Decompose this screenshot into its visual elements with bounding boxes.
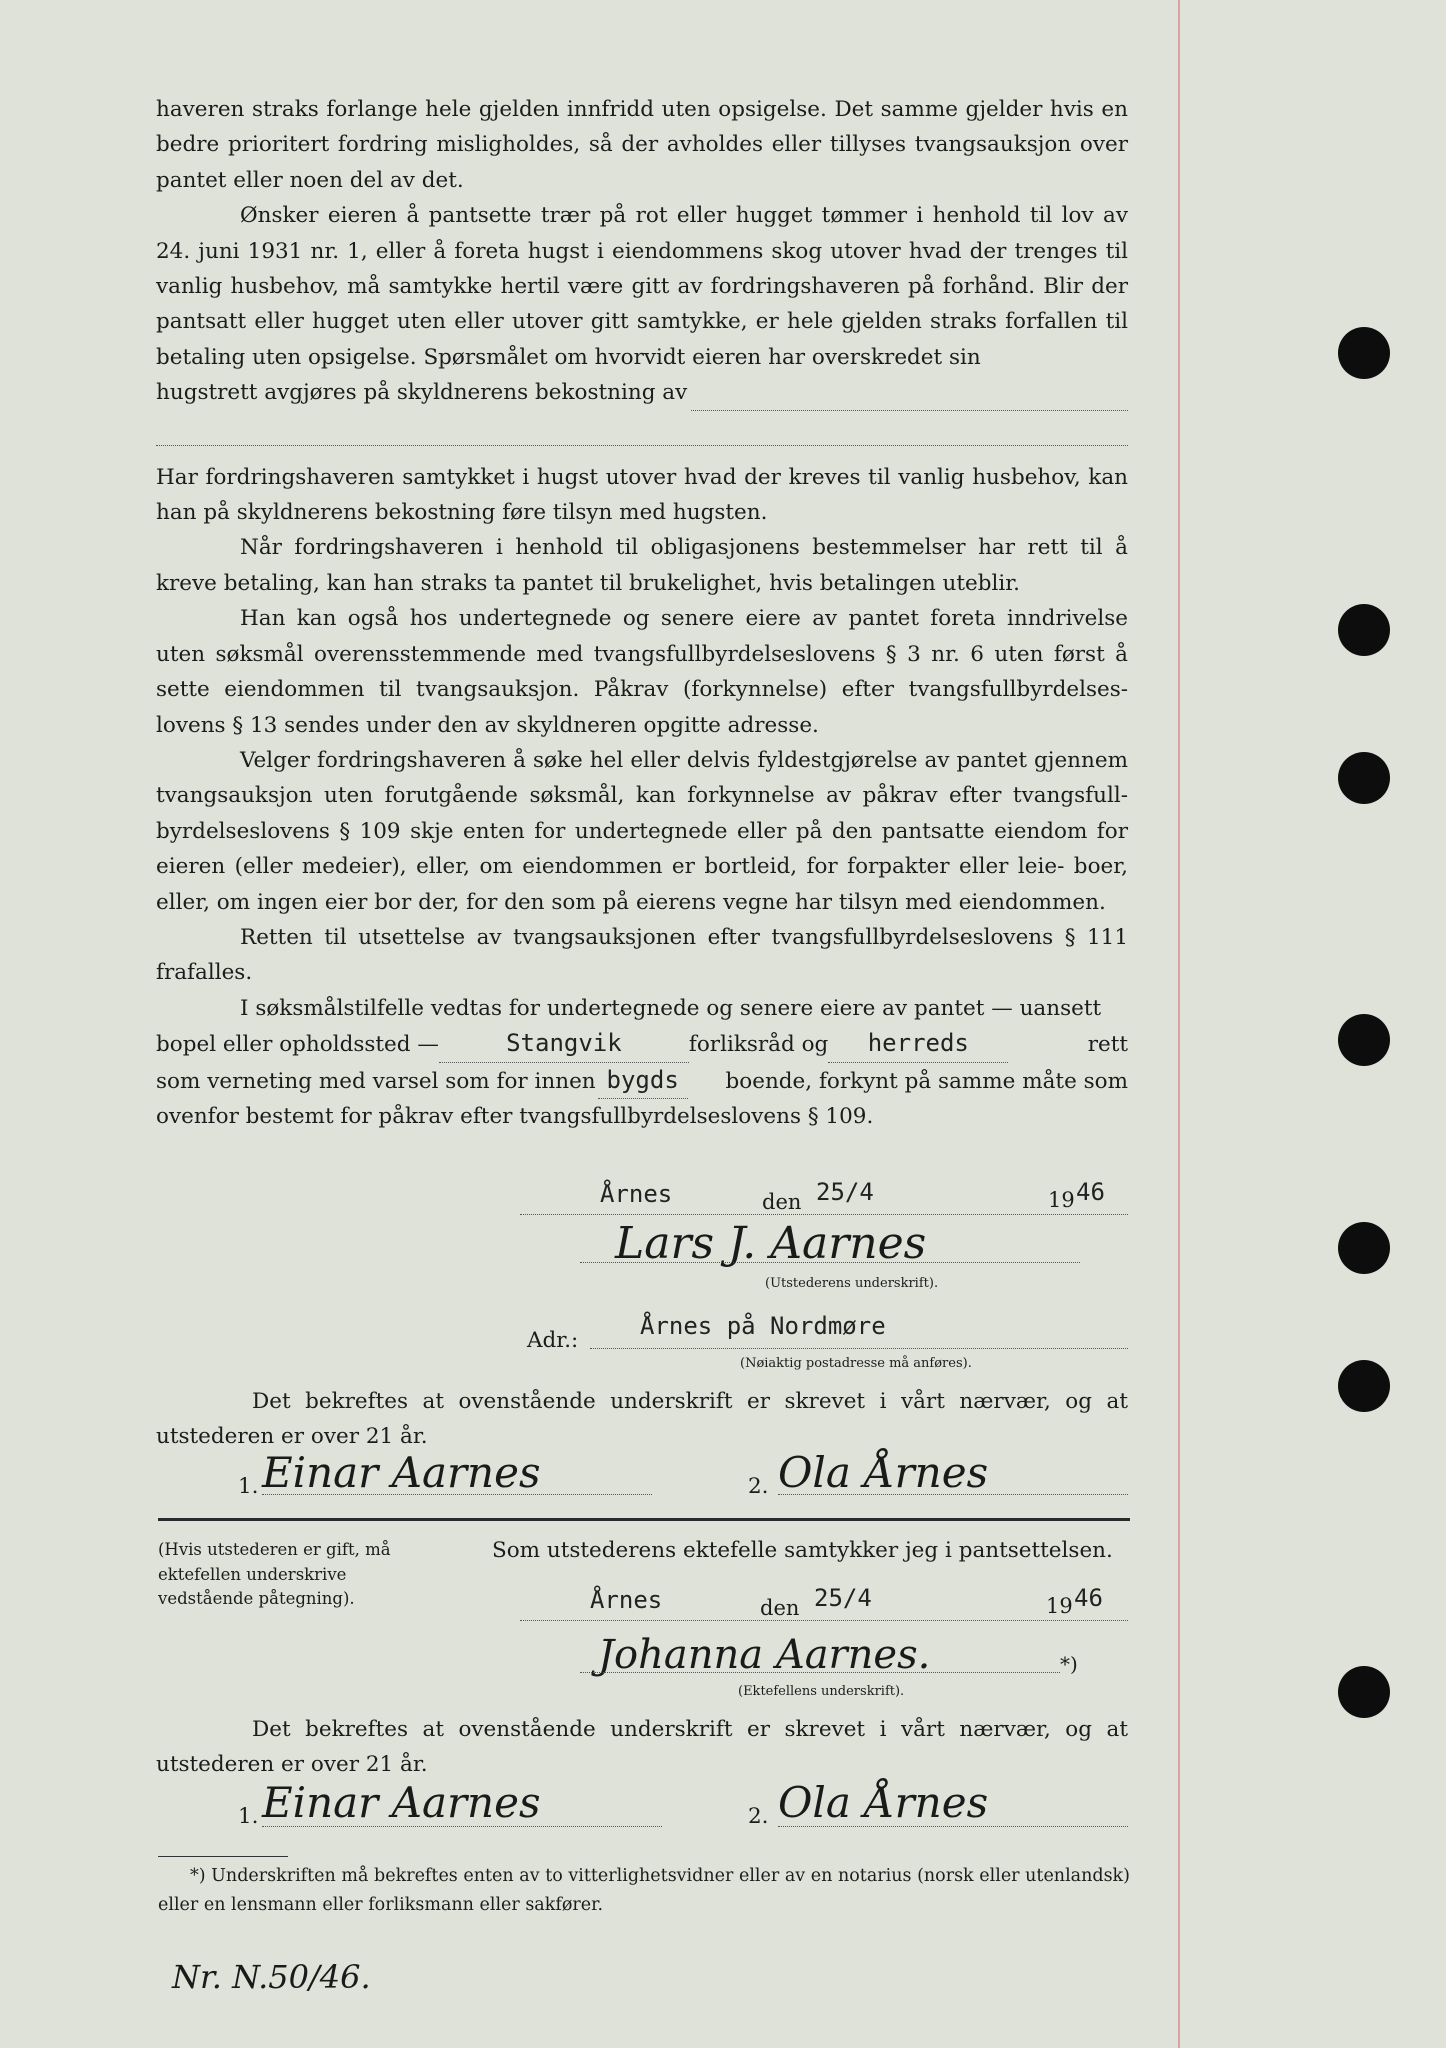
spouse-caption: (Ektefellens underskrift).: [738, 1684, 905, 1699]
paragraph: Han kan også hos undertegnede og senere eiere av pantet foreta inndrivelse uten søksmål overensstemmende med tvangsfullbyrdelseslovens § 3 nr. 6 uten først å sette eiendommen til tvangsauksjon. Påkrav (forkynnelse) efter tvangsfullbyrdelses- lovens § 13 sendes under den av skyldneren opgitte adresse.: [156, 606, 1128, 738]
paragraph: Har fordringshaveren samtykket i hugst utover hvad der kreves til vanlig husbehov, kan han på skyldnerens bekostning føre tilsyn med hugsten.: [156, 464, 1128, 526]
date-line: Årnes den 25/4 19 46: [520, 1180, 1128, 1215]
issuer-caption: (Utstederens underskrift).: [765, 1276, 939, 1291]
hugst-line: hugstrett avgjøres på skyldnerens bekostning av: [156, 375, 1128, 410]
handwritten-note: Nr. N.50/46.: [172, 1958, 371, 1996]
issuer-signature: Lars J. Aarnes: [615, 1218, 927, 1269]
punch-hole: [1338, 752, 1390, 804]
punch-hole: [1338, 1014, 1390, 1066]
year-field: 46: [1076, 1178, 1105, 1206]
rett-field: herreds: [828, 1026, 1008, 1062]
spouse-note: (Hvis utstederen er gift, må ektefellen underskrive vedstående påtegning).: [158, 1540, 391, 1608]
witness-3-signature: Einar Aarnes: [262, 1778, 541, 1827]
witness-text: Det bekreftes at ovenstående underskrift er skrevet i vårt nærvær, og at utstederen er over 21 år.: [156, 1717, 1128, 1778]
innen-field: bygds: [598, 1063, 688, 1099]
paragraph: I søksmålstilfelle vedtas for undertegnede og senere eiere av pantet — uansett: [240, 995, 1102, 1021]
date-line: Årnes den 25/4 19 46: [520, 1586, 1128, 1621]
address-field: Årnes på Nordmøre: [640, 1312, 886, 1340]
date-field: 25/4: [814, 1584, 872, 1612]
footnote: *) Underskriften må bekreftes enten av to vitterlighetsvidner eller av en notarius (norsk eller utenlandsk) eller en lensmann eller forliksmann eller sakfører.: [158, 1866, 1130, 1915]
place-field: Årnes: [600, 1180, 673, 1208]
witness-4-signature: Ola Årnes: [778, 1778, 989, 1827]
paragraph: Velger fordringshaveren å søke hel eller delvis fyldestgjørelse av pantet gjennem tvangsauksjon uten forutgående søksmål, kan forkynnelse av påkrav efter tvangsfull- byrdelseslovens § 109 skje enten for undertegnede eller på den pantsatte eiendom for eieren (eller medeier), eller, om eiendommen er bortleid, for forpakter eller leie- boer, eller, om ingen eier bor der, for den som på eierens vegne har tilsyn med eiendommen.: [156, 747, 1128, 915]
date-field: 25/4: [816, 1178, 874, 1206]
spouse-text: Som utstederens ektefelle samtykker jeg i pantsettelsen.: [492, 1538, 1113, 1563]
punch-hole: [1338, 1222, 1390, 1274]
verneting-line-2: som verneting med varsel som for innen bygds boende, forkynt på samme måte som: [156, 1063, 1128, 1099]
document-page: haveren straks forlange hele gjelden innfridd uten opsigelse. Det samme gjelder hvis en bedre prioritert fordring misligholdes, så der avholdes eller tillyses tvangsauksjon over pantet eller noen del av det. Ønsker eieren å pantsette trær på rot eller hugget tømmer i henhold til lov av 24. juni 1931 nr. 1, eller å foreta hugst i eiendommens skog utover hvad der trenges til vanlig husbehov, må samtykke hertil være gitt av fordringshaveren på forhånd. Blir der pantsatt eller hugget uten eller utover gitt samtykke, er hele gjelden straks forfallen til betaling uten opsigelse. Spørsmålet om hvorvidt eieren har overskredet sin hugstrett avgjøres på skyldnerens bekostning av Har fordringshaveren samtykket i hugst utover hvad der kreves til vanlig husbehov, kan han på skyldnerens bekostning føre tilsyn med hugsten. Når fordringshaveren i henhold til obligasjonens bestemmelser har rett til å kreve betaling, kan han straks ta pantet til brukelighet, hvis betalingen uteblir. Han kan også hos undertegnede og senere eiere av pantet foreta inndrivelse uten søksmål overensstemmende med tvangsfullbyrdelseslovens § 3 nr. 6 uten først å sette eiendommen til tvangsauksjon. Påkrav (forkynnelse) efter tvangsfullbyrdelses- lovens § 13 sendes under den av skyldneren opgitte adresse. Velger fordringshaveren å søke hel eller delvis fyldestgjørelse av pantet gjennem tvangsauksjon uten forutgående søksmål, kan forkynnelse av påkrav efter tvangsfull- byrdelseslovens § 109 skje enten for undertegnede eller på den pantsatte eiendom for eieren (eller medeier), eller, om eiendommen er bortleid, for forpakter eller leie- boer, eller, om ingen eier bor der, for den som på eierens vegne har tilsyn med eiendommen. Retten til utsettelse av tvangsauksjonen efter tvangsfullbyrdelseslovens § 111 frafalles. I søksmålstilfelle vedtas for undertegnede og senere eiere av pantet — uansett bopel eller opholdssted — Stangvik forliksråd og herreds rett som verneting med varsel som for innen bygds boende, forkynt på samme måte som ovenfor bestemt for påkrav efter tvangsfullbyrdelseslovens § 109. Årnes den 25/4 19 46 Lars J. Aarnes (Utstederens underskrift). Adr.: Årnes på Nordmøre (Nøiaktig postadresse må anføres). Det bekreftes at ovenstående underskrift er skrevet i vårt nærvær, og at utstederen er over 21 år. 1. Einar Aarnes 2. Ola Årnes (Hvis utstederen er gift, må ektefellen underskrive vedstående påtegning). Som utstederens ektefelle samtykker jeg i pantsettelsen. Årnes den 25/4 19 46 Johanna Aarnes. *) (Ektefellens underskrift). Det bekreftes at ovenstående underskrift er skrevet i vårt nærvær, og at utstederen er over 21 år. 1. Einar Aarnes 2. Ola Årnes *) Underskriften må bekreftes enten av to vitterlighetsvidner eller av en notarius (norsk eller utenlandsk) eller en lensmann eller forliksmann eller sakfører. Nr. N.50/46.: [0, 0, 1446, 2048]
year-field: 46: [1074, 1584, 1103, 1612]
punch-hole: [1338, 604, 1390, 656]
paragraph: Når fordringshaveren i henhold til obligasjonens bestemmelser har rett til å kreve betaling, kan han straks ta pantet til brukelighet, hvis betalingen uteblir.: [156, 535, 1128, 596]
punch-hole: [1338, 327, 1390, 379]
paragraph: Ønsker eieren å pantsette trær på rot eller hugget tømmer i henhold til lov av 24. juni 1931 nr. 1, eller å foreta hugst i eiendommens skog utover hvad der trenges til vanlig husbehov, må samtykke hertil være gitt av fordringshaveren på forhånd. Blir der pantsatt eller hugget uten eller utover gitt samtykke, er hele gjelden straks forfallen til betaling uten opsigelse. Spørsmålet om hvorvidt eieren har overskredet sin: [156, 203, 1128, 370]
punch-hole: [1338, 1360, 1390, 1412]
punch-hole: [1338, 1666, 1390, 1718]
section-divider: [158, 1518, 1130, 1521]
place-field: Årnes: [590, 1586, 663, 1614]
main-text: haveren straks forlange hele gjelden innfridd uten opsigelse. Det samme gjelder hvis en bedre prioritert fordring misligholdes, så der avholdes eller tillyses tvangsauksjon over pantet eller noen del av det. Ønsker eieren å pantsette trær på rot eller hugget tømmer i henhold til lov av 24. juni 1931 nr. 1, eller å foreta hugst i eiendommens skog utover hvad der trenges til vanlig husbehov, må samtykke hertil være gitt av fordringshaveren på forhånd. Blir der pantsatt eller hugget uten eller utover gitt samtykke, er hele gjelden straks forfallen til betaling uten opsigelse. Spørsmålet om hvorvidt eieren har overskredet sin hugstrett avgjøres på skyldnerens bekostning av Har fordringshaveren samtykket i hugst utover hvad der kreves til vanlig husbehov, kan han på skyldnerens bekostning føre tilsyn med hugsten. Når fordringshaveren i henhold til obligasjonens bestemmelser har rett til å kreve betaling, kan han straks ta pantet til brukelighet, hvis betalingen uteblir. Han kan også hos undertegnede og senere eiere av pantet foreta inndrivelse uten søksmål overensstemmende med tvangsfullbyrdelseslovens § 3 nr. 6 uten først å sette eiendommen til tvangsauksjon. Påkrav (forkynnelse) efter tvangsfullbyrdelses- lovens § 13 sendes under den av skyldneren opgitte adresse. Velger fordringshaveren å søke hel eller delvis fyldestgjørelse av pantet gjennem tvangsauksjon uten forutgående søksmål, kan forkynnelse av påkrav efter tvangsfull- byrdelseslovens § 109 skje enten for undertegnede eller på den pantsatte eiendom for eieren (eller medeier), eller, om eiendommen er bortleid, for forpakter eller leie- boer, eller, om ingen eier bor der, for den som på eierens vegne har tilsyn med eiendommen. Retten til utsettelse av tvangsauksjonen efter tvangsfullbyrdelseslovens § 111 frafalles. I søksmålstilfelle vedtas for undertegnede og senere eiere av pantet — uansett bopel eller opholdssted — Stangvik forliksråd og herreds rett som verneting med varsel som for innen bygds boende, forkynt på samme måte som ovenfor bestemt for påkrav efter tvangsfullbyrdelseslovens § 109.: [156, 92, 1128, 1134]
witness-1-signature: Einar Aarnes: [262, 1448, 541, 1497]
spouse-signature: Johanna Aarnes.: [598, 1632, 931, 1678]
address-caption: (Nøiaktig postadresse må anføres).: [740, 1356, 972, 1371]
witness-text: Det bekreftes at ovenstående underskrift er skrevet i vårt nærvær, og at utstederen er over 21 år.: [156, 1389, 1128, 1450]
witness-2-signature: Ola Årnes: [778, 1448, 989, 1497]
verneting-line: bopel eller opholdssted — Stangvik forliksråd og herreds rett: [156, 1026, 1128, 1062]
paragraph: Retten til utsettelse av tvangsauksjonen efter tvangsfullbyrdelseslovens § 111 frafalles.: [156, 924, 1128, 986]
margin-rule: [1178, 0, 1180, 2048]
paragraph: haveren straks forlange hele gjelden innfridd uten opsigelse. Det samme gjelder hvis en bedre prioritert fordring misligholdes, så der avholdes eller tillyses tvangsauksjon over pantet eller noen del av det.: [156, 97, 1128, 193]
forliksrad-field: Stangvik: [439, 1026, 689, 1062]
